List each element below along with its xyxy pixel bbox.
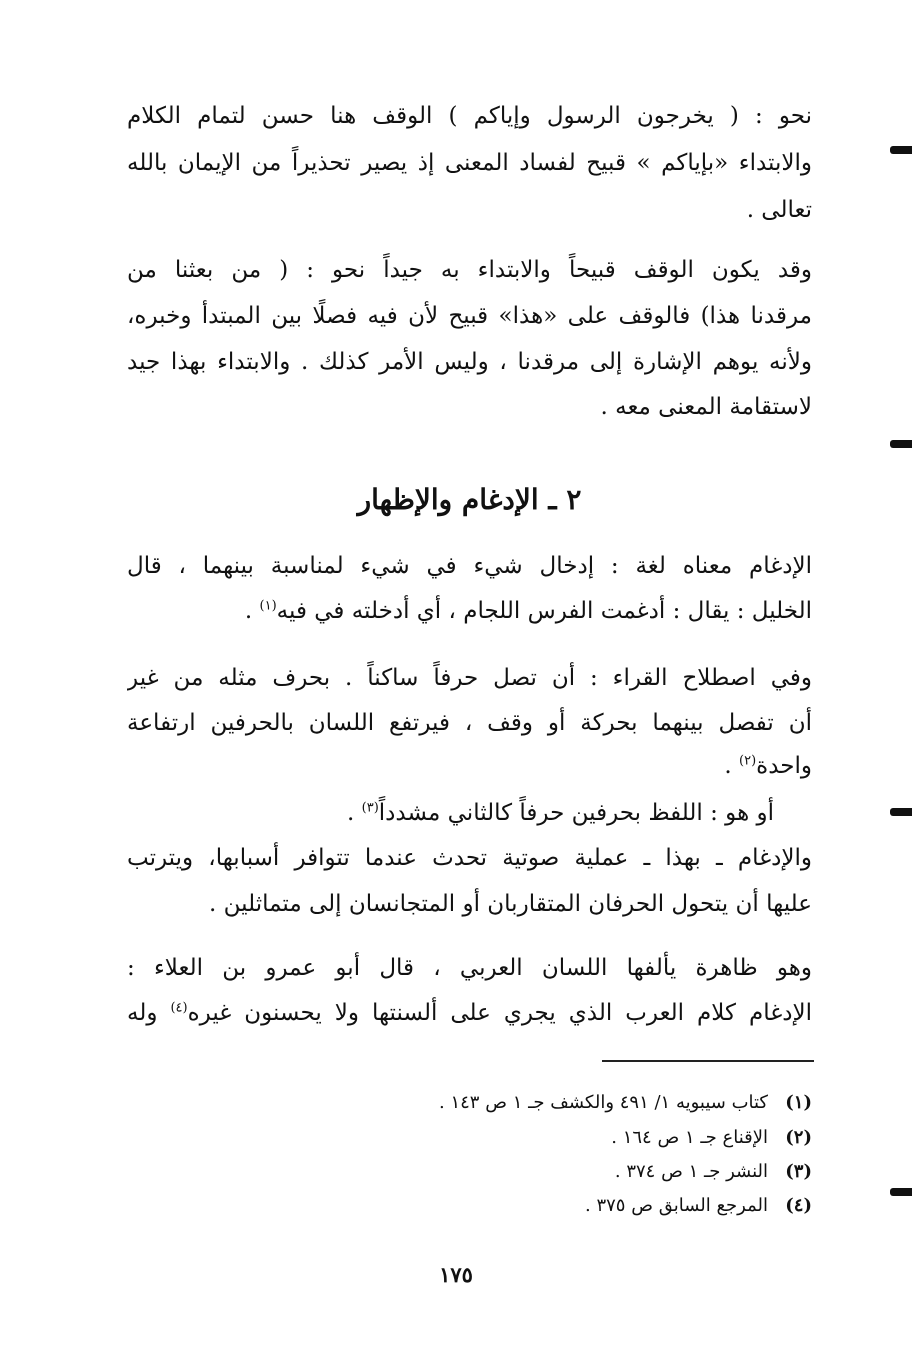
footnote (312, 1125, 812, 1151)
scan-edge-mark (890, 808, 912, 816)
body-text-line (127, 748, 812, 786)
footnote-ref: (٤) (170, 1000, 188, 1016)
body-text-line (127, 795, 774, 833)
line-text: أو هو : اللفظ بحرفين حرفاً كالثاني مشدداً (378, 800, 774, 826)
body-text-line (127, 995, 812, 1033)
line-end: . (724, 753, 740, 779)
footnote-number: (١) (785, 1092, 812, 1113)
footnote-number: (٢) (785, 1127, 812, 1148)
scan-edge-mark (890, 1188, 912, 1196)
footnote-ref: (٢) (739, 753, 757, 769)
footnote-text: النشر جـ ١ ص ٣٧٤ . (614, 1161, 768, 1182)
body-text-line: وهو ظاهرة يألفها اللسان العربي ، قال أبو عمرو بن العلاء : (127, 955, 812, 981)
line-text: واحدة (756, 753, 812, 779)
line-end: وله (127, 1000, 171, 1026)
footnote-number: (٤) (785, 1195, 812, 1216)
body-text-line: نحو : ( يخرجون الرسول وإياكم ) الوقف هنا حسن لتمام الكلام (127, 103, 812, 129)
footnote-separator (602, 1060, 814, 1062)
body-text-line: والإدغام ـ بهذا ـ عملية صوتية تحدث عندما تتوافر أسبابها، ويترتب (127, 845, 812, 871)
line-end: . (244, 598, 260, 624)
line-end: . (347, 800, 362, 826)
footnote (312, 1193, 812, 1219)
footnote-text: المرجع السابق ص ٣٧٥ . (585, 1195, 768, 1216)
line-text: الخليل : يقال : أدغمت الفرس اللجام ، أي أدخلته في فيه (276, 598, 812, 624)
body-text-line: لاستقامة المعنى معه . (600, 394, 812, 420)
body-text-line: مرقدنا هذا) فالوقف على «هذا» قبيح لأن فيه فصلًا بين المبتدأ وخبره، (127, 303, 812, 329)
body-text-line: عليها أن يتحول الحرفان المتقاربان أو المتجانسان إلى متماثلين . (209, 891, 812, 917)
footnote (312, 1159, 812, 1185)
footnote (312, 1090, 812, 1116)
footnote-ref: (١) (259, 598, 277, 614)
body-text-line: تعالى . (746, 197, 812, 223)
section-heading: ٢ ـ الإدغام والإظهار (357, 483, 582, 516)
page-number: ١٧٥ (439, 1262, 473, 1287)
footnote-number: (٣) (785, 1161, 812, 1182)
body-text-line: أن تفصل بينهما بحركة أو وقف ، فيرتفع اللسان بالحرفين ارتفاعة (127, 710, 812, 736)
footnote-text: الإقناع جـ ١ ص ١٦٤ . (611, 1127, 768, 1148)
scan-edge-mark (890, 146, 912, 154)
body-text-line: والابتداء «بإياكم » قبيح لفساد المعنى إذ يصير تحذيراً من الإيمان بالله (127, 150, 812, 176)
body-text-line: وفي اصطلاح القراء : أن تصل حرفاً ساكناً . بحرف مثله من غير (127, 665, 812, 691)
footnote-text: كتاب سيبويه ١/ ٤٩١ والكشف جـ ١ ص ١٤٣ . (439, 1092, 768, 1113)
body-text-line: الإدغام معناه لغة : إدخال شيء في شيء لمناسبة بينهما ، قال (127, 553, 812, 579)
body-text-line: وقد يكون الوقف قبيحاً والابتداء به جيداً نحو : ( من بعثنا من (127, 257, 812, 283)
footnote-ref: (٣) (361, 800, 379, 816)
body-text-line (127, 593, 812, 631)
scan-edge-mark (890, 440, 912, 448)
body-text-line: ولأنه يوهم الإشارة إلى مرقدنا ، وليس الأمر كذلك . والابتداء بهذا جيد (127, 349, 812, 375)
line-text: الإدغام كلام العرب الذي يجري على ألسنتها ولا يحسنون غيره (187, 1000, 812, 1026)
